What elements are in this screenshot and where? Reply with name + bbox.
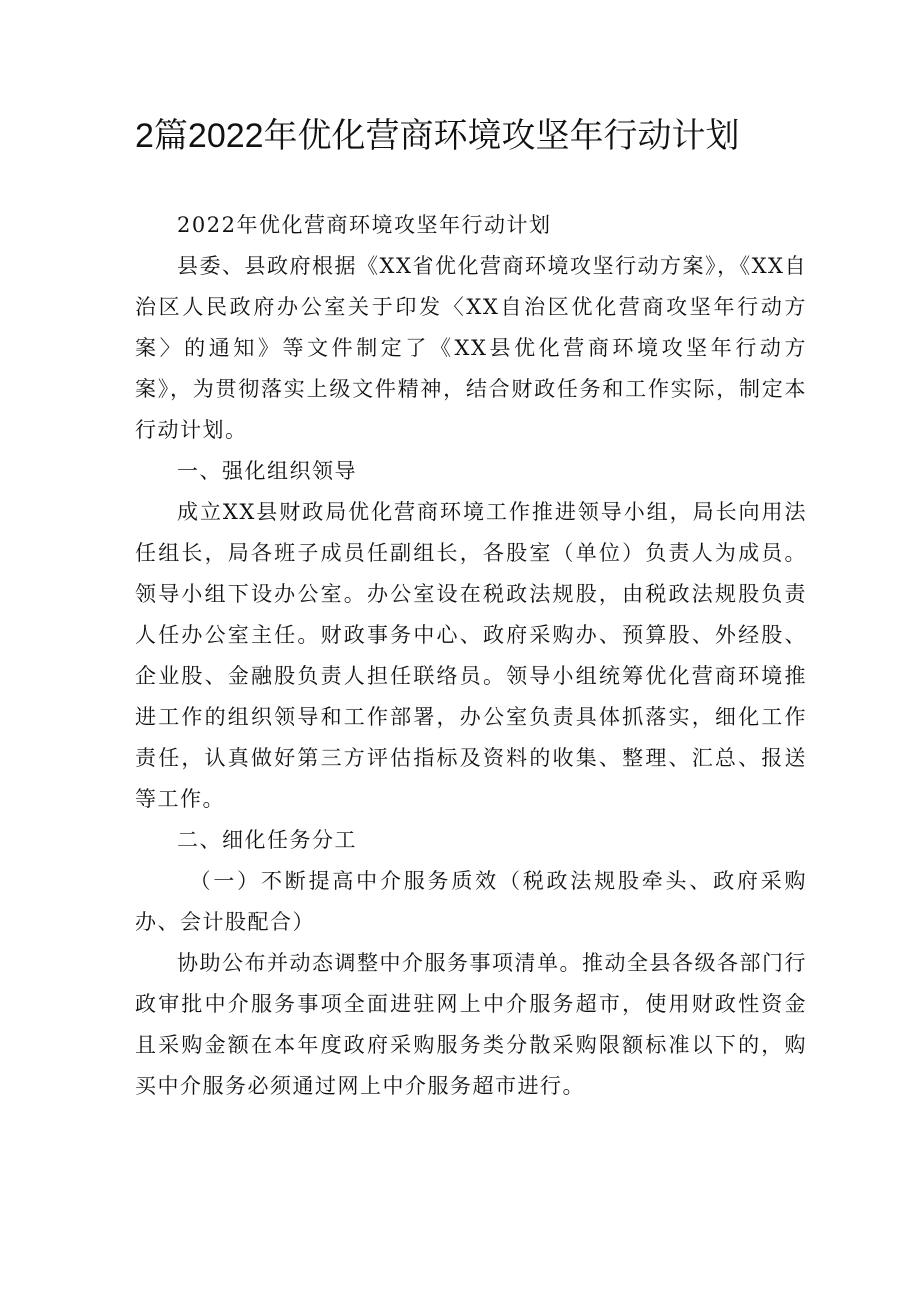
document-title: 2篇2022年优化营商环境攻坚年行动计划 (135, 117, 740, 155)
section-1-paragraph: 成立XX县财政局优化营商环境工作推进领导小组，局长向用法任组长，局各班子成员任副组长，各股室（单位）负责人为成员。领导小组下设办公室。办公室设在税政法规股，由税政法规股负责人任办公室主任。财政事务中心、政府采购办、预算股、外经股、企业股、金融股负责人担任联络员。领导小组统筹优化营商环境推进工作的组织领导和工作部署，办公室负责具体抓落实，细化工作责任，认真做好第三方评估指标及资料的收集、整理、汇总、报送等工作。 (135, 500, 807, 811)
plan-subtitle: 2022年优化营商环境攻坚年行动计划 (177, 213, 552, 237)
intro-paragraph: 县委、县政府根据《XX省优化营商环境攻坚行动方案》，《XX自治区人民政府办公室关于印发〈XX自治区优化营商攻坚年行动方案〉的通知》等文件制定了《XX县优化营商环境攻坚年行动方案》，为贯彻落实上级文件精神，结合财政任务和工作实际，制定本行动计划。 (135, 254, 807, 442)
document-body (135, 205, 807, 1107)
section-heading-2: 二、细化任务分工 (177, 828, 357, 852)
subsection-heading-1: （一）不断提高中介服务质效（税政法规股牵头、政府采购办、会计股配合） (135, 869, 807, 934)
subsection-1-paragraph: 协助公布并动态调整中介服务事项清单。推动全县各级各部门行政审批中介服务事项全面进驻网上中介服务超市，使用财政性资金且采购金额在本年度政府采购服务类分散采购限额标准以下的，购买中介服务必须通过网上中介服务超市进行。 (135, 951, 807, 1098)
section-heading-1: 一、强化组织领导 (177, 459, 357, 483)
